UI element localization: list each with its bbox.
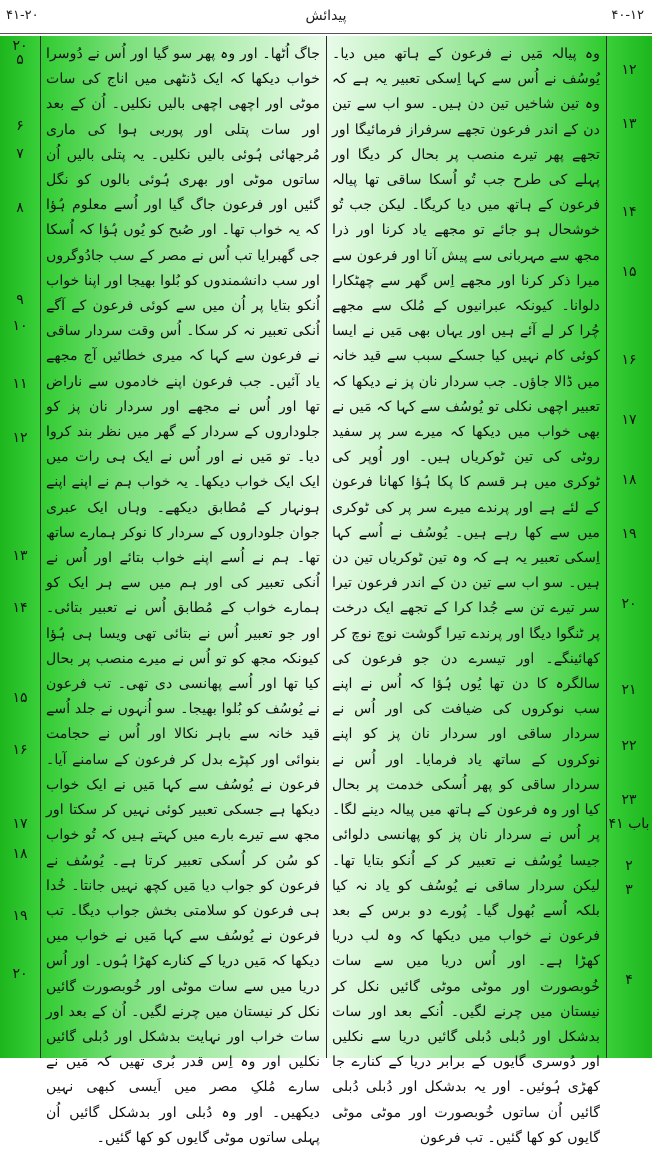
- verse-number: ۱۳: [621, 116, 637, 132]
- header-right-reference: ۴۰-۱۲: [611, 8, 644, 23]
- verse-number: ۲۲: [621, 738, 637, 754]
- verse-number: ۱۴: [12, 600, 28, 616]
- verse-number: ۱۰: [12, 318, 28, 334]
- verse-number: ۹: [16, 292, 24, 308]
- verse-number: ۱۲: [12, 430, 28, 446]
- header-rule: [0, 33, 652, 34]
- verse-number: ۲: [625, 858, 633, 874]
- header-left-reference: ۴۱-۲۰: [6, 8, 39, 23]
- page-title: پیدائش: [305, 8, 347, 24]
- verse-number: ۱۹: [621, 526, 637, 542]
- left-column-text: جاگ اُٹھا۔ اور وہ پھر سو گیا اور اُس نے دُوسرا خواب دیکھا کہ ایک ڈنٹھی میں اناج کی سات موٹی اور اچھی اچھی بالیں نکلیں۔ اُن کے بعد اور سات پتلی اور پوربی ہوا کی ماری مُرجھائی ہُوئی بالیں نکلیں۔ یہ پتلی بالیں اُن ساتوں موٹی اور بھری ہُوئی بالوں کو نگل گئیں اور فرعون جاگ گیا اور اُسے معلوم ہُؤا کہ یہ خواب تھا۔ اور صُبح کو یُوں ہُؤا کہ اُسکا جی گھبرایا تب اُس نے مصر کے سب جادُوگروں اور سب دانشمندوں کو بُلوا بھیجا اور اپنا خواب اُنکو بتایا پر اُن میں سے کوئی فرعون کے آگے اُنکی تعبیر نہ کر سکا۔ اُس وقت سردار ساقی نے فرعون سے کہا کہ میری خطائیں آج مجھے یاد آئیں۔ جب فرعون اپنے خادموں سے ناراض تھا اور اُس نے مجھے اور سردار نان پز کو جلوداروں کے سردار کے گھر میں نظر بند کروا دیا۔ تو مَیں نے اور اُس نے ایک ہی رات میں ایک ایک خواب دیکھا۔ یہ خواب ہم نے اپنے اپنے ہونہار کے مُطابق دیکھے۔ وہاں ایک عبری جوان جلوداروں کے سردار کا نوکر ہمارے ساتھ تھا۔ ہم نے اُسے اپنے خواب بتائے اور اُس نے اُنکی تعبیر کی اور ہم میں سے ہر ایک کو ہمارے خواب کے مُطابق اُس نے تعبیر بتائی۔ اور جو تعبیر اُس نے بتائی تھی ویسا ہی ہُؤا کیونکہ مجھ کو تو اُس نے میرے منصب پر بحال کیا تھا اور اُسے پھانسی دی تھی۔ تب فرعون نے یُوسُف کو بُلوا بھیجا۔ سو اُنہوں نے جلد اُسے قید خانہ سے باہر نکالا اور اُس نے حجامت بنوائی اور کپڑے بدل کر فرعون کے سامنے آیا۔ فرعون نے یُوسُف سے کہا مَیں نے ایک خواب دیکھا ہے جسکی تعبیر کوئی نہیں کر سکتا اور مجھ سے تیرے بارے میں کہتے ہیں کہ تُو خواب کو سُن کر اُسکی تعبیر کرتا ہے۔ یُوسُف نے فرعون کو جواب دیا مَیں کچھ نہیں جانتا۔ خُدا ہی فرعون کو سلامتی بخش جواب دیگا۔ تب فرعون نے یُوسُف سے کہا مَیں نے خواب میں دیکھا کہ مَیں دریا کے کنارے کھڑا ہُوں۔ اور اُس دریا میں سے سات موٹی اور خُوبصورت گائیں نکل کر نیستان میں چرنے لگیں۔ اُن کے بعد اور سات خراب اور نہایت بدشکل اور دُبلی گائیں نکلیں اور وہ اِس قدر بُری تھیں کہ مَیں نے سارے مُلکِ مصر میں اَیسی کبھی نہیں دیکھیں۔ اور وہ دُبلی اور بدشکل گائیں اُن پہلی ساتوں موٹی گایوں کو کھا گئیں۔: [46, 46, 320, 1146]
- verse-number: ۳: [625, 882, 633, 898]
- verse-number: ۱۶: [12, 742, 28, 758]
- verse-number: ۱۷: [12, 816, 28, 832]
- verse-number: ۱۳: [12, 548, 28, 564]
- verse-number: ۱۴: [621, 204, 637, 220]
- right-margin-strip: [606, 36, 652, 1058]
- column-divider: [606, 36, 607, 1058]
- verse-number: ۸: [16, 200, 24, 216]
- verse-number: ۱۵: [621, 264, 637, 280]
- verse-number: ۱۱: [12, 376, 28, 392]
- right-column-text: وہ پیالہ مَیں نے فرعون کے ہاتھ میں دیا۔ یُوسُف نے اُس سے کہا اِسکی تعبیر یہ ہے کہ وہ تین شاخیں تین دن ہیں۔ سو اب سے تین دن کے اندر فرعون تجھے سرفراز فرمائیگا اور تجھے پھر تیرے منصب پر بحال کر دیگا اور پہلے کی طرح جب تُو اُسکا ساقی تھا پیالہ فرعون کے ہاتھ میں دیا کریگا۔ لیکن جب تُو خوشحال ہو جائے تو مجھے یاد کرنا اور ذرا مجھ سے مہربانی سے پیش آنا اور فرعون سے میرا ذکر کرنا اور مجھے اِس گھر سے چھٹکارا دلوانا۔ کیونکہ عبرانیوں کے مُلک سے مجھے چُرا کر لے آئے ہیں اور یہاں بھی مَیں نے ایسا کوئی کام نہیں کیا جسکے سبب سے قید خانہ میں ڈالا جاؤں۔ جب سردار نان پز نے دیکھا کہ تعبیر اچھی نکلی تو یُوسُف سے کہا کہ مَیں نے بھی خواب میں دیکھا کہ میرے سر پر سفید روٹی کی تین ٹوکریاں ہیں۔ اور اُوپر کی ٹوکری میں ہر قسم کا پکا ہُؤا کھانا فرعون کے لئے ہے اور پرندے میرے سر پر کی ٹوکری میں سے کھا رہے ہیں۔ یُوسُف نے اُسے کہا اِسکی تعبیر یہ ہے کہ وہ تین ٹوکریاں تین دن ہیں۔ سو اب سے تین دن کے اندر فرعون تیرا سر تیرے تن سے جُدا کرا کے تجھے ایک درخت پر ٹنگوا دیگا اور پرندے تیرا گوشت نوچ نوچ کر کھائینگے۔ اور تیسرے دن جو فرعون کی سالگرہ کا دن تھا یُوں ہُؤا کہ اُس نے اپنے سب نوکروں کی ضیافت کی اور اُس نے سردار ساقی اور سردار نان پز کو اپنے نوکروں کے ساتھ یاد فرمایا۔ اور اُس نے سردار ساقی کو پھر اُسکی خدمت پر بحال کیا اور وہ فرعون کے ہاتھ میں پیالہ دینے لگا۔ پر اُس نے سردار نان پز کو پھانسی دلوائی جیسا یُوسُف نے تعبیر کر کے اُنکو بتایا تھا۔ لیکن سردار ساقی نے یُوسُف کو یاد نہ کیا بلکہ اُسے بُھول گیا۔ پُورے دو برس کے بعد فرعون نے خواب میں دیکھا کہ وہ لب دریا کھڑا ہے۔ اور اُس دریا میں سے سات خُوبصورت اور موٹی موٹی گائیں نکل کر نیستان میں چرنے لگیں۔ اُنکے بعد اور سات بدشکل اور دُبلی دُبلی گائیں دریا سے نکلیں اور دُوسری گایوں کے برابر دریا کے کنارے جا کھڑی ہُوئیں۔ اور یہ بدشکل اور دُبلی دُبلی گائیں اُن ساتوں خُوبصورت اور موٹی موٹی گایوں کو کھا گئیں۔ تب فرعون: [332, 46, 600, 1146]
- verse-number: ۱۲: [621, 62, 637, 78]
- verse-number: ۱۷: [621, 412, 637, 428]
- verse-number: ۱۶: [621, 352, 637, 368]
- column-divider: [40, 36, 41, 1058]
- verse-number: ۱۸: [12, 846, 28, 862]
- page-header: [0, 0, 652, 34]
- verse-number: ۱۵: [12, 690, 28, 706]
- verse-number: ۲۰: [621, 596, 637, 612]
- verse-number: ۲۱: [621, 682, 637, 698]
- verse-number: ۶: [16, 118, 24, 134]
- verse-number: ۵: [16, 52, 24, 68]
- verse-number: ۷: [16, 146, 24, 162]
- left-margin-strip: [0, 36, 40, 1058]
- column-divider: [326, 36, 327, 1058]
- verse-number: ۲۰: [12, 38, 28, 54]
- verse-number: ۲۳: [621, 792, 637, 808]
- verse-number: ۴: [625, 972, 633, 988]
- chapter-number: باب ۴۱: [608, 816, 650, 832]
- verse-number: ۱۹: [12, 908, 28, 924]
- verse-number: ۱۸: [621, 472, 637, 488]
- verse-number: ۲۰: [12, 966, 28, 982]
